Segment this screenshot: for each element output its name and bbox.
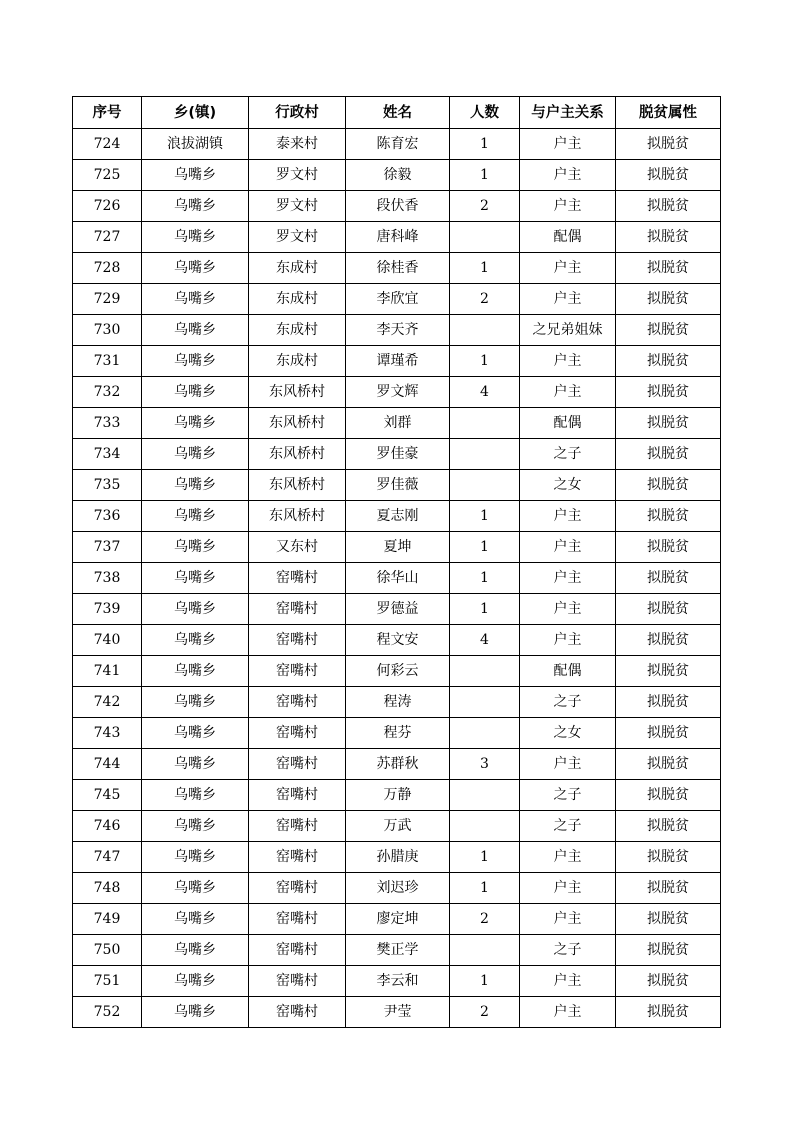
cell-name: 罗德益	[346, 594, 450, 625]
cell-relation: 之子	[520, 687, 616, 718]
header-count: 人数	[450, 97, 520, 129]
table-row	[73, 377, 721, 408]
cell-township: 乌嘴乡	[142, 904, 249, 935]
cell-status: 拟脱贫	[616, 842, 721, 873]
cell-relation: 户主	[520, 904, 616, 935]
cell-township: 乌嘴乡	[142, 253, 249, 284]
cell-count: 1	[450, 129, 520, 160]
cell-relation: 之子	[520, 780, 616, 811]
cell-seq: 744	[73, 749, 142, 780]
table-row	[73, 470, 721, 501]
cell-count: 1	[450, 966, 520, 997]
cell-village: 窑嘴村	[249, 625, 346, 656]
cell-township: 乌嘴乡	[142, 718, 249, 749]
cell-village: 东成村	[249, 346, 346, 377]
cell-township: 乌嘴乡	[142, 377, 249, 408]
cell-count	[450, 315, 520, 346]
cell-township: 乌嘴乡	[142, 408, 249, 439]
cell-relation: 之子	[520, 811, 616, 842]
cell-seq: 748	[73, 873, 142, 904]
cell-village: 东风桥村	[249, 377, 346, 408]
cell-seq: 737	[73, 532, 142, 563]
table-row	[73, 904, 721, 935]
cell-count	[450, 935, 520, 966]
cell-village: 窑嘴村	[249, 811, 346, 842]
cell-name: 万武	[346, 811, 450, 842]
cell-seq: 751	[73, 966, 142, 997]
cell-status: 拟脱贫	[616, 687, 721, 718]
cell-relation: 户主	[520, 346, 616, 377]
cell-seq: 733	[73, 408, 142, 439]
cell-status: 拟脱贫	[616, 501, 721, 532]
cell-count: 1	[450, 253, 520, 284]
cell-name: 唐科峰	[346, 222, 450, 253]
cell-township: 浪拔湖镇	[142, 129, 249, 160]
cell-count: 1	[450, 501, 520, 532]
cell-seq: 724	[73, 129, 142, 160]
cell-village: 东风桥村	[249, 439, 346, 470]
table-row	[73, 935, 721, 966]
cell-township: 乌嘴乡	[142, 811, 249, 842]
cell-count: 1	[450, 160, 520, 191]
cell-count: 4	[450, 377, 520, 408]
cell-seq: 730	[73, 315, 142, 346]
header-name: 姓名	[346, 97, 450, 129]
cell-township: 乌嘴乡	[142, 346, 249, 377]
cell-seq: 725	[73, 160, 142, 191]
cell-seq: 734	[73, 439, 142, 470]
cell-village: 东成村	[249, 284, 346, 315]
cell-count	[450, 687, 520, 718]
cell-name: 夏坤	[346, 532, 450, 563]
cell-count: 2	[450, 191, 520, 222]
cell-village: 窑嘴村	[249, 842, 346, 873]
header-status: 脱贫属性	[616, 97, 721, 129]
cell-village: 窑嘴村	[249, 718, 346, 749]
cell-status: 拟脱贫	[616, 718, 721, 749]
cell-count	[450, 811, 520, 842]
cell-status: 拟脱贫	[616, 873, 721, 904]
table-row	[73, 749, 721, 780]
cell-name: 罗佳豪	[346, 439, 450, 470]
cell-township: 乌嘴乡	[142, 997, 249, 1028]
cell-seq: 731	[73, 346, 142, 377]
cell-status: 拟脱贫	[616, 284, 721, 315]
cell-village: 泰来村	[249, 129, 346, 160]
table-row	[73, 656, 721, 687]
cell-village: 窑嘴村	[249, 563, 346, 594]
cell-township: 乌嘴乡	[142, 966, 249, 997]
cell-status: 拟脱贫	[616, 811, 721, 842]
cell-township: 乌嘴乡	[142, 191, 249, 222]
cell-relation: 配偶	[520, 656, 616, 687]
household-roster-table	[72, 96, 721, 1028]
cell-name: 李云和	[346, 966, 450, 997]
cell-name: 陈育宏	[346, 129, 450, 160]
cell-seq: 739	[73, 594, 142, 625]
cell-name: 刘群	[346, 408, 450, 439]
cell-count: 2	[450, 904, 520, 935]
header-seq: 序号	[73, 97, 142, 129]
table-row	[73, 966, 721, 997]
cell-status: 拟脱贫	[616, 563, 721, 594]
cell-count	[450, 439, 520, 470]
table-row	[73, 315, 721, 346]
table-row	[73, 780, 721, 811]
cell-seq: 750	[73, 935, 142, 966]
cell-relation: 之子	[520, 935, 616, 966]
cell-name: 樊正学	[346, 935, 450, 966]
cell-name: 程芬	[346, 718, 450, 749]
cell-status: 拟脱贫	[616, 408, 721, 439]
cell-seq: 743	[73, 718, 142, 749]
table-row	[73, 501, 721, 532]
cell-count: 3	[450, 749, 520, 780]
cell-relation: 户主	[520, 842, 616, 873]
cell-status: 拟脱贫	[616, 439, 721, 470]
cell-status: 拟脱贫	[616, 532, 721, 563]
cell-count: 1	[450, 594, 520, 625]
cell-name: 李天齐	[346, 315, 450, 346]
cell-village: 窑嘴村	[249, 687, 346, 718]
cell-relation: 户主	[520, 501, 616, 532]
cell-count: 1	[450, 842, 520, 873]
cell-seq: 747	[73, 842, 142, 873]
table-row	[73, 346, 721, 377]
table-row	[73, 594, 721, 625]
cell-seq: 726	[73, 191, 142, 222]
cell-township: 乌嘴乡	[142, 749, 249, 780]
cell-count	[450, 656, 520, 687]
cell-relation: 户主	[520, 625, 616, 656]
cell-seq: 741	[73, 656, 142, 687]
cell-count: 2	[450, 284, 520, 315]
cell-relation: 之子	[520, 439, 616, 470]
cell-status: 拟脱贫	[616, 625, 721, 656]
cell-relation: 户主	[520, 284, 616, 315]
table-header	[73, 97, 721, 129]
cell-village: 窑嘴村	[249, 935, 346, 966]
cell-count: 4	[450, 625, 520, 656]
cell-relation: 配偶	[520, 222, 616, 253]
table-row	[73, 997, 721, 1028]
cell-relation: 户主	[520, 253, 616, 284]
header-relation: 与户主关系	[520, 97, 616, 129]
cell-status: 拟脱贫	[616, 594, 721, 625]
cell-count: 1	[450, 532, 520, 563]
table-row	[73, 625, 721, 656]
cell-relation: 户主	[520, 160, 616, 191]
cell-township: 乌嘴乡	[142, 842, 249, 873]
cell-seq: 729	[73, 284, 142, 315]
cell-village: 窑嘴村	[249, 594, 346, 625]
cell-name: 程文安	[346, 625, 450, 656]
cell-village: 窑嘴村	[249, 656, 346, 687]
table-row	[73, 718, 721, 749]
cell-township: 乌嘴乡	[142, 470, 249, 501]
cell-name: 夏志刚	[346, 501, 450, 532]
cell-status: 拟脱贫	[616, 780, 721, 811]
cell-village: 窑嘴村	[249, 904, 346, 935]
cell-relation: 户主	[520, 532, 616, 563]
cell-name: 程涛	[346, 687, 450, 718]
cell-relation: 户主	[520, 563, 616, 594]
cell-seq: 742	[73, 687, 142, 718]
cell-name: 刘迟珍	[346, 873, 450, 904]
cell-status: 拟脱贫	[616, 377, 721, 408]
cell-count: 1	[450, 563, 520, 594]
cell-seq: 749	[73, 904, 142, 935]
cell-name: 罗佳薇	[346, 470, 450, 501]
cell-name: 徐华山	[346, 563, 450, 594]
header-row	[73, 97, 721, 129]
cell-name: 李欣宜	[346, 284, 450, 315]
table-body	[73, 129, 721, 1028]
cell-status: 拟脱贫	[616, 253, 721, 284]
table-row	[73, 687, 721, 718]
cell-name: 尹莹	[346, 997, 450, 1028]
cell-seq: 746	[73, 811, 142, 842]
table-row	[73, 408, 721, 439]
cell-township: 乌嘴乡	[142, 780, 249, 811]
cell-township: 乌嘴乡	[142, 656, 249, 687]
cell-seq: 728	[73, 253, 142, 284]
cell-relation: 之兄弟姐妹	[520, 315, 616, 346]
cell-status: 拟脱贫	[616, 470, 721, 501]
cell-name: 徐桂香	[346, 253, 450, 284]
header-township: 乡(镇)	[142, 97, 249, 129]
table-row	[73, 160, 721, 191]
cell-status: 拟脱贫	[616, 656, 721, 687]
cell-count: 2	[450, 997, 520, 1028]
cell-seq: 732	[73, 377, 142, 408]
cell-status: 拟脱贫	[616, 904, 721, 935]
cell-relation: 户主	[520, 749, 616, 780]
cell-count	[450, 780, 520, 811]
table-row	[73, 439, 721, 470]
table-row	[73, 284, 721, 315]
cell-count	[450, 718, 520, 749]
table-row	[73, 222, 721, 253]
table-row	[73, 873, 721, 904]
header-village: 行政村	[249, 97, 346, 129]
cell-township: 乌嘴乡	[142, 501, 249, 532]
cell-status: 拟脱贫	[616, 160, 721, 191]
cell-relation: 户主	[520, 594, 616, 625]
cell-village: 又东村	[249, 532, 346, 563]
table-row	[73, 842, 721, 873]
cell-relation: 之女	[520, 718, 616, 749]
cell-village: 窑嘴村	[249, 780, 346, 811]
cell-status: 拟脱贫	[616, 315, 721, 346]
cell-name: 谭瑾希	[346, 346, 450, 377]
cell-township: 乌嘴乡	[142, 935, 249, 966]
cell-name: 苏群秋	[346, 749, 450, 780]
cell-relation: 户主	[520, 873, 616, 904]
table-row	[73, 129, 721, 160]
cell-relation: 户主	[520, 377, 616, 408]
cell-village: 东风桥村	[249, 408, 346, 439]
cell-name: 孙腊庚	[346, 842, 450, 873]
cell-township: 乌嘴乡	[142, 873, 249, 904]
cell-village: 窑嘴村	[249, 997, 346, 1028]
cell-status: 拟脱贫	[616, 935, 721, 966]
cell-relation: 户主	[520, 966, 616, 997]
cell-status: 拟脱贫	[616, 749, 721, 780]
cell-name: 万静	[346, 780, 450, 811]
table-row	[73, 191, 721, 222]
cell-status: 拟脱贫	[616, 966, 721, 997]
cell-count: 1	[450, 873, 520, 904]
cell-seq: 752	[73, 997, 142, 1028]
table-row	[73, 563, 721, 594]
cell-township: 乌嘴乡	[142, 563, 249, 594]
cell-village: 东风桥村	[249, 470, 346, 501]
cell-name: 段伏香	[346, 191, 450, 222]
cell-relation: 配偶	[520, 408, 616, 439]
cell-seq: 738	[73, 563, 142, 594]
cell-relation: 户主	[520, 997, 616, 1028]
cell-village: 东成村	[249, 253, 346, 284]
cell-village: 罗文村	[249, 160, 346, 191]
cell-township: 乌嘴乡	[142, 284, 249, 315]
cell-name: 罗文辉	[346, 377, 450, 408]
cell-count	[450, 470, 520, 501]
cell-township: 乌嘴乡	[142, 594, 249, 625]
cell-name: 廖定坤	[346, 904, 450, 935]
cell-name: 徐毅	[346, 160, 450, 191]
cell-village: 罗文村	[249, 222, 346, 253]
cell-township: 乌嘴乡	[142, 625, 249, 656]
table-row	[73, 253, 721, 284]
cell-village: 东成村	[249, 315, 346, 346]
cell-status: 拟脱贫	[616, 191, 721, 222]
cell-township: 乌嘴乡	[142, 687, 249, 718]
cell-township: 乌嘴乡	[142, 532, 249, 563]
cell-status: 拟脱贫	[616, 997, 721, 1028]
cell-seq: 736	[73, 501, 142, 532]
cell-township: 乌嘴乡	[142, 439, 249, 470]
cell-status: 拟脱贫	[616, 346, 721, 377]
cell-relation: 之女	[520, 470, 616, 501]
cell-relation: 户主	[520, 129, 616, 160]
cell-seq: 740	[73, 625, 142, 656]
cell-village: 窑嘴村	[249, 749, 346, 780]
cell-status: 拟脱贫	[616, 222, 721, 253]
cell-village: 窑嘴村	[249, 873, 346, 904]
cell-count	[450, 408, 520, 439]
cell-count	[450, 222, 520, 253]
table-row	[73, 532, 721, 563]
cell-count: 1	[450, 346, 520, 377]
cell-township: 乌嘴乡	[142, 222, 249, 253]
cell-village: 罗文村	[249, 191, 346, 222]
cell-relation: 户主	[520, 191, 616, 222]
cell-status: 拟脱贫	[616, 129, 721, 160]
cell-township: 乌嘴乡	[142, 160, 249, 191]
cell-name: 何彩云	[346, 656, 450, 687]
cell-seq: 745	[73, 780, 142, 811]
cell-seq: 727	[73, 222, 142, 253]
cell-village: 东风桥村	[249, 501, 346, 532]
cell-township: 乌嘴乡	[142, 315, 249, 346]
cell-seq: 735	[73, 470, 142, 501]
cell-village: 窑嘴村	[249, 966, 346, 997]
table-row	[73, 811, 721, 842]
